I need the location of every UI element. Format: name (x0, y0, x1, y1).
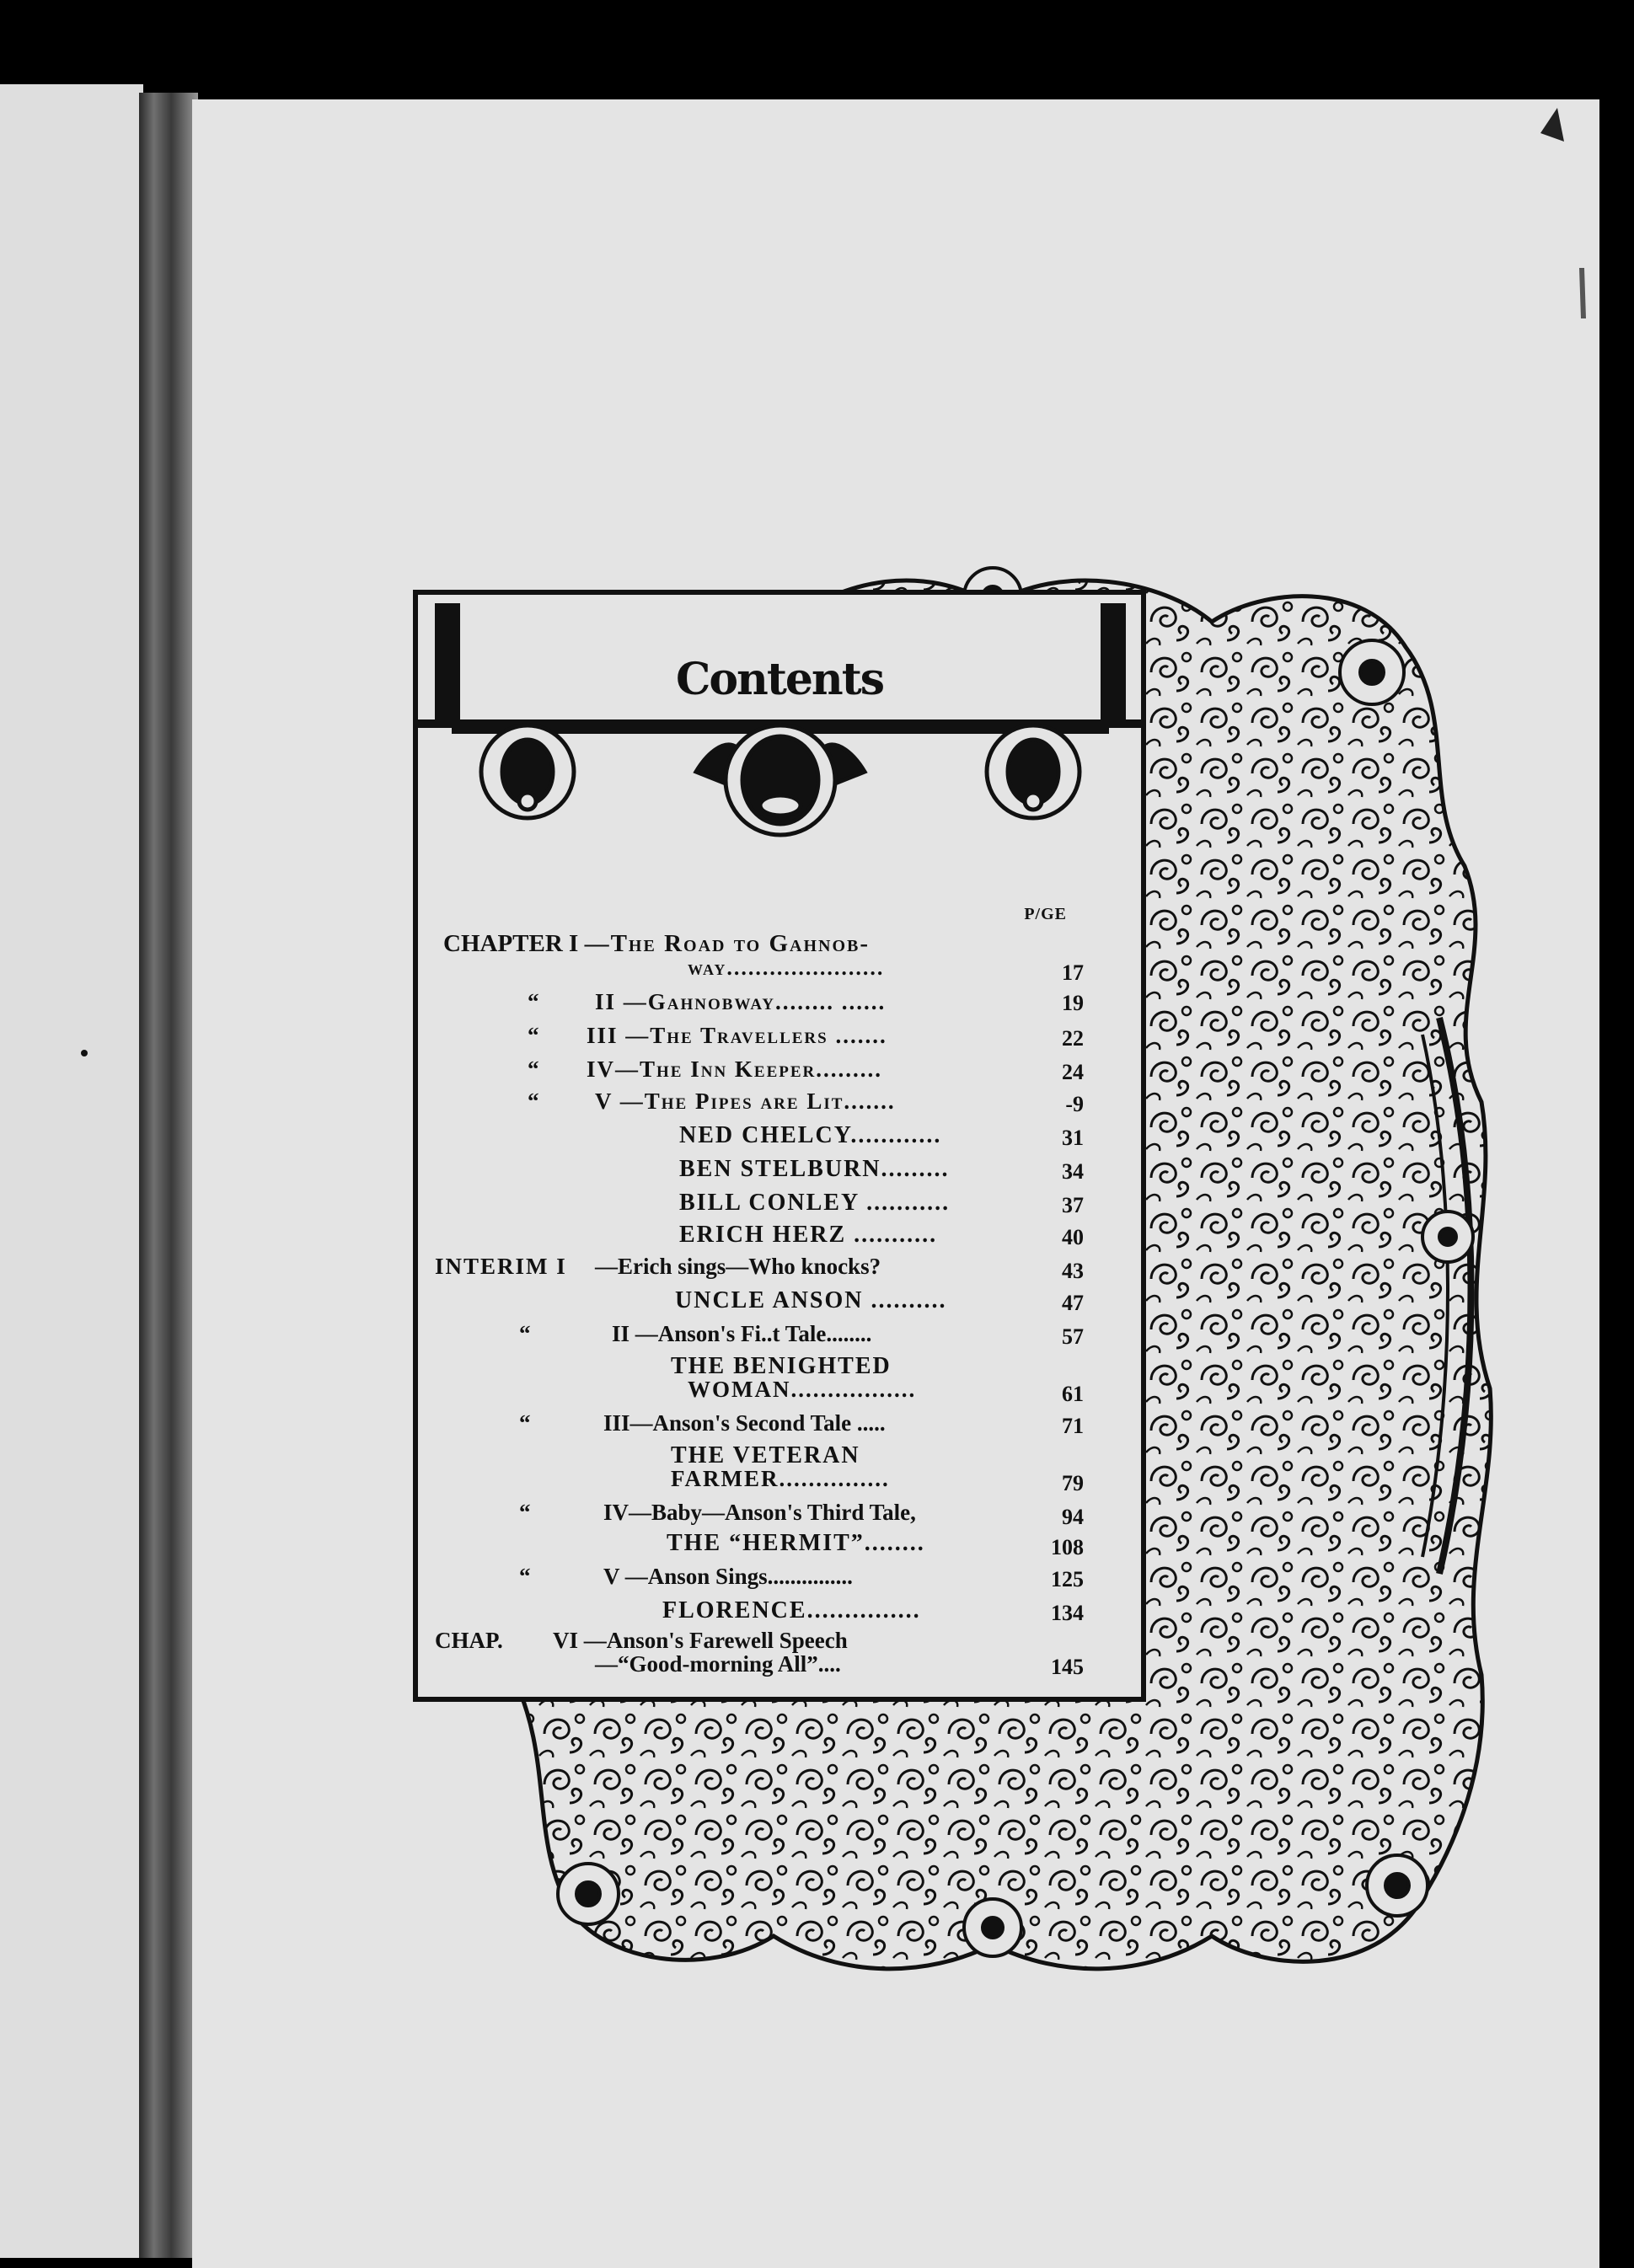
entry-title: FLORENCE............... (662, 1597, 921, 1623)
page-number: 19 (1062, 991, 1084, 1015)
entry-title: —Erich sings—Who knocks? (595, 1254, 881, 1279)
entry-title: V —Anson Sings............... (603, 1564, 853, 1589)
page-number: 40 (1062, 1225, 1084, 1249)
page-number: 47 (1062, 1291, 1084, 1315)
ditto-mark: “ (519, 1321, 531, 1346)
page-number: 94 (1062, 1505, 1084, 1529)
entry-title: BEN STELBURN......... (679, 1156, 950, 1182)
entry-title: THE “HERMIT”........ (667, 1530, 925, 1556)
ditto-mark: “ (519, 1500, 531, 1525)
left-page-edge (0, 84, 143, 2258)
ditto-mark: “ (528, 989, 539, 1014)
entry-title: II —Anson's Fi..t Tale........ (612, 1321, 872, 1346)
entry-title: UNCLE ANSON .......... (675, 1287, 947, 1313)
page-number: 17 (1062, 960, 1084, 985)
ditto-mark: “ (528, 1056, 539, 1082)
page-corner-marks (1338, 99, 1591, 436)
toc-entry-continued: FARMER............... (671, 1466, 890, 1491)
entry-title: THE BENIGHTED (671, 1353, 892, 1379)
entry-title: —The Road to Gahnob- (584, 930, 871, 957)
scan-speck (76, 1045, 93, 1062)
page-number: 57 (1062, 1324, 1084, 1349)
page-number: 71 (1062, 1414, 1084, 1438)
page-number: 22 (1062, 1026, 1084, 1051)
page-number: 43 (1062, 1259, 1084, 1283)
page-column-label: P/GE (1024, 905, 1067, 923)
book-gutter (139, 93, 198, 2258)
interim-label: INTERIM I (435, 1254, 567, 1279)
entry-title: III—Anson's Second Tale ..... (603, 1410, 886, 1436)
chapter-label: CHAP. (435, 1628, 503, 1653)
page-number: 34 (1062, 1159, 1084, 1184)
page-number: 24 (1062, 1060, 1084, 1084)
entry-title: ERICH HERZ ........... (679, 1222, 938, 1248)
theatre-masks-ornament (418, 721, 1141, 839)
toc-entry-continued: —“Good-morning All”.... (595, 1651, 841, 1677)
ditto-mark: “ (519, 1564, 531, 1589)
entry-title: III —The Travellers ....... (587, 1023, 887, 1048)
page-number: 125 (1051, 1567, 1084, 1591)
toc-entry (443, 930, 870, 958)
entry-title: THE VETERAN (671, 1442, 860, 1468)
page-number: 31 (1062, 1126, 1084, 1150)
ditto-mark: “ (519, 1410, 531, 1436)
ditto-mark: “ (528, 1023, 539, 1048)
page-title: Contents (675, 654, 884, 705)
toc-entry-continued: WOMAN................. (688, 1377, 917, 1402)
page-number: 134 (1051, 1601, 1084, 1625)
entry-title: NED CHELCY............ (679, 1122, 942, 1148)
entry-title: II —Gahnobway........ ...... (595, 989, 887, 1014)
page-number: -9 (1065, 1092, 1084, 1116)
page-number: 108 (1051, 1535, 1084, 1559)
page-number: 79 (1062, 1471, 1084, 1495)
entry-title: VI —Anson's Farewell Speech (553, 1628, 848, 1653)
entry-title: BILL CONLEY ........... (679, 1190, 951, 1216)
toc-entry-continued: way...................... (688, 955, 885, 980)
ditto-mark: “ (528, 1089, 539, 1114)
entry-title: IV—Baby—Anson's Third Tale, (603, 1500, 916, 1525)
page-number: 61 (1062, 1382, 1084, 1406)
page-number: 37 (1062, 1193, 1084, 1217)
page-number: 145 (1051, 1655, 1084, 1679)
contents-panel (413, 590, 1146, 1702)
chapter-label: CHAPTER I (443, 930, 579, 957)
entry-title: V —The Pipes are Lit....... (595, 1089, 896, 1114)
entry-title: IV—The Inn Keeper......... (587, 1056, 883, 1082)
